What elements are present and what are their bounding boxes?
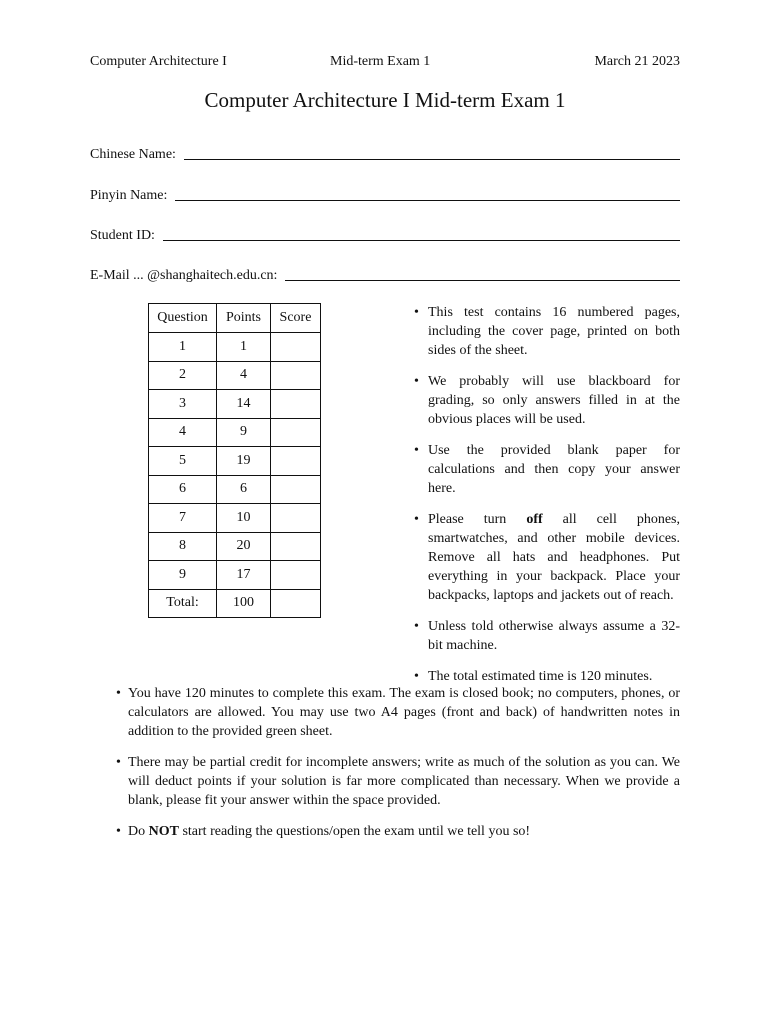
header-course: Computer Architecture I (90, 54, 227, 69)
col-points: Points (217, 304, 271, 333)
instruction-emphasis: off (526, 512, 543, 527)
table-row (149, 361, 321, 390)
instruction-item: • The total estimated time is 120 minutes. (410, 667, 680, 686)
pinyin-name-field[interactable] (90, 183, 680, 205)
instruction-item: • We probably will use blackboard for grading, so only answers filled in at the obvious places will be used. (410, 372, 680, 429)
score-table-header (149, 304, 321, 333)
points-cell: 17 (217, 561, 271, 590)
instruction-item: • Unless told otherwise always assume a 32-bit machine. (410, 617, 680, 655)
score-cell[interactable] (271, 475, 321, 504)
points-cell: 9 (217, 418, 271, 447)
score-cell[interactable] (271, 418, 321, 447)
score-cell[interactable] (271, 561, 321, 590)
total-points-cell: 100 (217, 589, 271, 618)
email-label: E-Mail ... @shanghaitech.edu.cn: (90, 268, 278, 283)
instruction-text: all cell phones, smartwatches, and other mobile devices. Remove all hats and headphones. Put everything in your backpack. Place your backpacks, laptops and jackets out of reach. (428, 512, 680, 603)
running-header (90, 54, 680, 74)
student-id-line[interactable] (163, 240, 680, 241)
score-cell[interactable] (271, 390, 321, 419)
rule-item (112, 822, 680, 841)
question-cell: 8 (149, 532, 217, 561)
instruction-item: • This test contains 16 numbered pages, including the cover page, printed on both sides of the sheet. (410, 303, 680, 360)
score-cell[interactable] (271, 504, 321, 533)
table-row (149, 447, 321, 476)
pinyin-name-label: Pinyin Name: (90, 188, 168, 203)
score-cell[interactable] (271, 447, 321, 476)
rule-emphasis: NOT (148, 824, 179, 839)
question-cell: 3 (149, 390, 217, 419)
score-cell[interactable] (271, 361, 321, 390)
rule-item: • You have 120 minutes to complete this exam. The exam is closed book; no computers, phones, or calculators are allowed. You may use two A4 pages (front and back) of handwritten notes in addition to the provided green sheet. (112, 684, 680, 741)
question-cell: 4 (149, 418, 217, 447)
rule-text: Do (128, 824, 149, 839)
instructions-list (410, 303, 680, 698)
header-exam: Mid-term Exam 1 (330, 54, 431, 69)
question-cell: 1 (149, 333, 217, 362)
question-cell: 6 (149, 475, 217, 504)
chinese-name-line[interactable] (184, 159, 680, 160)
instruction-item (410, 510, 680, 605)
student-id-field[interactable] (90, 223, 680, 245)
col-question: Question (149, 304, 217, 333)
email-line[interactable] (285, 280, 680, 281)
rule-text: start reading the questions/open the exam until we tell you so! (178, 824, 531, 839)
table-row (149, 504, 321, 533)
header-date: March 21 2023 (594, 54, 680, 69)
table-row (149, 561, 321, 590)
question-cell: 9 (149, 561, 217, 590)
table-row (149, 333, 321, 362)
points-cell: 19 (217, 447, 271, 476)
col-score: Score (271, 304, 321, 333)
points-cell: 14 (217, 390, 271, 419)
points-cell: 6 (217, 475, 271, 504)
table-row (149, 532, 321, 561)
table-row (149, 418, 321, 447)
points-cell: 4 (217, 361, 271, 390)
score-table (148, 303, 321, 618)
total-label-cell: Total: (149, 589, 217, 618)
points-cell: 10 (217, 504, 271, 533)
total-score-cell[interactable] (271, 589, 321, 618)
pinyin-name-line[interactable] (175, 200, 680, 201)
table-row (149, 390, 321, 419)
exam-rules-list (112, 684, 680, 853)
chinese-name-label: Chinese Name: (90, 147, 176, 162)
page-title: Computer Architecture I Mid-term Exam 1 (204, 88, 566, 112)
question-cell: 2 (149, 361, 217, 390)
points-cell: 20 (217, 532, 271, 561)
points-cell: 1 (217, 333, 271, 362)
chinese-name-field[interactable] (90, 142, 680, 164)
table-row (149, 475, 321, 504)
instruction-item: • Use the provided blank paper for calculations and then copy your answer here. (410, 441, 680, 498)
student-id-label: Student ID: (90, 228, 155, 243)
score-cell[interactable] (271, 532, 321, 561)
total-row (149, 589, 321, 618)
rule-item: • There may be partial credit for incomplete answers; write as much of the solution as you can. We will deduct points if your solution is far more complicated than necessary. When we provide a blank, please fit your answer within the space provided. (112, 753, 680, 810)
question-cell: 5 (149, 447, 217, 476)
score-cell[interactable] (271, 333, 321, 362)
instruction-text: Please turn (428, 512, 527, 527)
email-field[interactable] (90, 263, 680, 285)
question-cell: 7 (149, 504, 217, 533)
